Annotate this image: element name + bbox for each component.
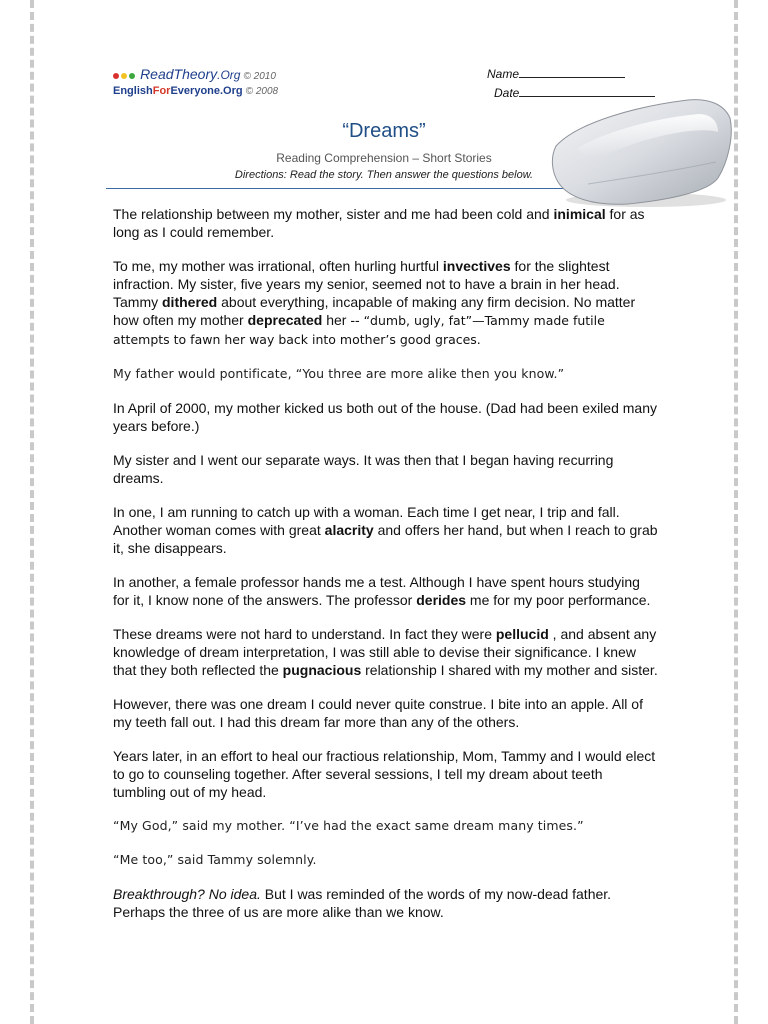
efe-for: For	[152, 85, 171, 97]
readtheory-copyright: © 2010	[243, 71, 276, 82]
vocab-derides: derides	[416, 592, 467, 608]
brand-org: .Org	[217, 68, 241, 82]
red-dot-icon	[113, 73, 119, 79]
vocab-pellucid: pellucid	[495, 626, 549, 642]
vocab-alacrity: alacrity	[324, 522, 374, 538]
efe-logo	[113, 85, 278, 97]
story-subtitle: Reading Comprehension – Short Stories	[276, 151, 492, 165]
story-paragraph-1: The relationship between my mother, sister and me had been cold and inimical for as long as I could remember.	[113, 206, 645, 240]
vocab-invectives: invectives	[442, 258, 511, 274]
story-paragraph-6: In one, I am running to catch up with a woman. Each time I get near, I trip and fall. Another woman comes with great alacrity and offers her hand, but when I reach to grab it, she disappears.	[113, 504, 658, 556]
brand-theory: Theory	[173, 66, 218, 82]
vocab-dithered: dithered	[162, 294, 218, 310]
vocab-pugnacious: pugnacious	[282, 662, 362, 678]
efe-everyone: Everyone.Org	[170, 85, 243, 97]
breakthrough-phrase: Breakthrough? No idea.	[113, 886, 261, 902]
story-paragraph-4: In April of 2000, my mother kicked us both out of the house. (Dad had been exiled many years before.)	[113, 400, 657, 434]
story-paragraph-11: “My God,” said my mother. “I’ve had the exact same dream many times.”	[113, 818, 584, 833]
brand-read: Read	[140, 66, 174, 82]
story-paragraph-13: Breakthrough? No idea. But I was reminded of the words of my now-dead father. Perhaps the three of us are more alike than we know.	[113, 886, 612, 920]
readtheory-logo	[113, 66, 276, 82]
vocab-deprecated: deprecated	[247, 312, 323, 328]
name-line[interactable]	[519, 66, 625, 78]
story-paragraph-5: My sister and I went our separate ways. It was then that I began having recurring dreams.	[113, 452, 614, 486]
name-field[interactable]	[487, 66, 625, 81]
story-paragraph-3: My father would pontificate, “You three are more alike then you know.”	[113, 366, 565, 381]
green-dot-icon	[129, 73, 135, 79]
story-paragraph-8: These dreams were not hard to understand. In fact they were pellucid , and absent any knowledge of dream interpretation, I was still able to devise their significance. I knew that they both reflected the pugnacious relationship I shared with my mother and sister.	[113, 626, 658, 678]
directions: Directions: Read the story. Then answer the questions below.	[234, 169, 534, 181]
story-title: “Dreams”	[342, 120, 426, 142]
story-paragraph-2: To me, my mother was irrational, often hurling hurtful invectives for the slightest infraction. My sister, five years my senior, seemed not to have a brain in her head. Tammy dithered about everything, incapable of making any firm decision. No matter how often my mother deprecated her -- “dumb, ugly, fat”—Tammy made futile attempts to fawn her way back into mother’s good graces.	[113, 258, 636, 347]
date-label: Date	[494, 86, 520, 100]
story-paragraph-7: In another, a female professor hands me a test. Although I have spent hours studying for it, I know none of the answers. The professor derides me for my poor performance.	[113, 574, 651, 608]
name-label: Name	[487, 67, 520, 81]
efe-copyright: © 2008	[245, 86, 279, 97]
story-paragraph-9: However, there was one dream I could never quite construe. I bite into an apple. All of my teeth fall out. I had this dream far more than any of the others.	[113, 696, 643, 730]
story-paragraph-12: “Me too,” said Tammy solemnly.	[113, 852, 317, 867]
story-body	[113, 205, 658, 937]
pillow-image	[548, 92, 738, 210]
story-paragraph-10: Years later, in an effort to heal our fractious relationship, Mom, Tammy and I would elect to go to counseling together. After several sessions, I tell my dream about teeth tumbling out of my head.	[113, 748, 656, 800]
yellow-dot-icon	[121, 73, 127, 79]
vocab-inimical: inimical	[553, 206, 606, 222]
efe-english: English	[113, 85, 153, 97]
